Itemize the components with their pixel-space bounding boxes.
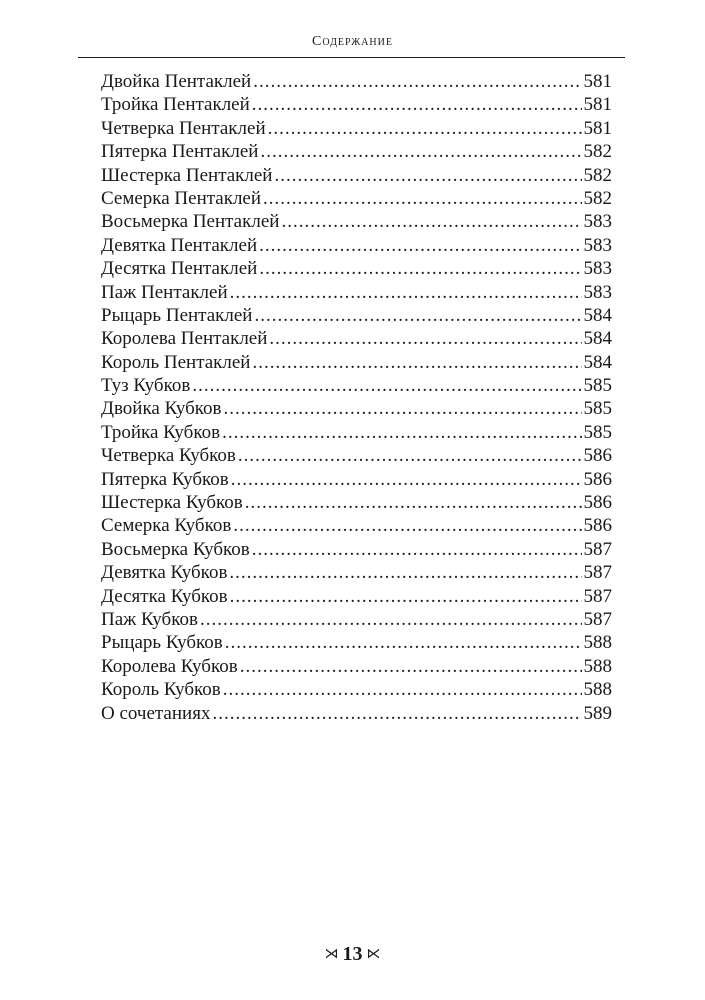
toc-entry-title: Девятка Пентаклей [101,234,258,256]
toc-dot-leader [225,631,582,654]
toc-entry-page: 586 [583,445,612,467]
toc-dot-leader [259,234,581,257]
toc-dot-leader [212,702,581,725]
toc-entry[interactable] [101,140,612,163]
toc-entry[interactable] [101,421,612,444]
toc-dot-leader [252,351,581,374]
toc-entry-page: 588 [583,632,612,654]
toc-entry-page: 583 [583,258,612,280]
page-number-footer [0,943,705,966]
toc-entry-page: 587 [583,538,612,560]
toc-entry-title: Тройка Пентаклей [101,94,250,116]
toc-entry-page: 586 [583,468,612,490]
toc-entry-title: Двойка Кубков [101,398,222,420]
toc-entry-page: 584 [583,328,612,350]
toc-dot-leader [252,538,582,561]
toc-entry[interactable] [101,608,612,631]
toc-entry[interactable] [101,164,612,187]
header-rule [78,57,625,58]
toc-entry-title: О сочетаниях [101,702,211,724]
toc-entry[interactable] [101,444,612,467]
toc-entry-page: 582 [583,141,612,163]
toc-entry[interactable] [101,257,612,280]
toc-entry[interactable] [101,491,612,514]
toc-dot-leader [233,514,581,537]
toc-entry-title: Король Кубков [101,679,221,701]
toc-entry-title: Семерка Кубков [101,515,232,537]
toc-dot-leader [223,678,582,701]
toc-entry-page: 585 [583,421,612,443]
toc-dot-leader [281,210,581,233]
toc-entry[interactable] [101,561,612,584]
toc-entry-title: Девятка Кубков [101,562,228,584]
toc-entry-title: Королева Кубков [101,655,238,677]
ornament-right-icon: ⋉ [366,947,381,962]
toc-entry-title: Двойка Пентаклей [101,71,252,92]
toc-entry[interactable] [101,655,612,678]
toc-entry-title: Паж Пентаклей [101,281,228,303]
toc-entry-page: 587 [583,585,612,607]
toc-entry-title: Десятка Кубков [101,585,228,607]
toc-entry[interactable] [101,93,612,116]
toc-dot-leader [238,444,582,467]
toc-entry-page: 585 [583,375,612,397]
toc-entry-title: Шестерка Пентаклей [101,164,273,186]
toc-entry-page: 588 [583,655,612,677]
toc-entry-page: 583 [583,211,612,233]
toc-entry[interactable] [101,585,612,608]
toc-entry-page: 583 [583,281,612,303]
toc-entry-title: Король Пентаклей [101,351,251,373]
running-head: Содержание [312,34,393,49]
toc-entry-page: 583 [583,234,612,256]
toc-dot-leader [222,421,581,444]
toc-entry[interactable] [101,304,612,327]
toc-entry-title: Десятка Пентаклей [101,258,258,280]
toc-entry-page: 582 [583,164,612,186]
toc-entry[interactable] [101,281,612,304]
toc-dot-leader [274,164,581,187]
toc-entry[interactable] [101,187,612,210]
toc-dot-leader [230,585,582,608]
toc-dot-leader [230,281,582,304]
toc-dot-leader [252,93,582,116]
ornament-left-icon: ⋊ [324,947,339,962]
toc-dot-leader [240,655,582,678]
toc-entry-title: Восьмерка Кубков [101,538,250,560]
toc-dot-leader [269,327,581,350]
toc-dot-leader [268,117,582,140]
toc-entry[interactable] [101,678,612,701]
toc-dot-leader [224,397,582,420]
toc-dot-leader [254,304,581,327]
toc-entry-title: Пятерка Кубков [101,468,229,490]
toc-entry[interactable] [101,327,612,350]
toc-entry-page: 584 [583,304,612,326]
toc-entry-page: 587 [583,562,612,584]
toc-entry[interactable] [101,702,612,725]
toc-entry[interactable] [101,70,612,93]
toc-dot-leader [253,70,581,93]
toc-entry-title: Паж Кубков [101,608,198,630]
toc-entry-title: Тройка Кубков [101,421,221,443]
toc-list [101,70,612,725]
toc-entry-page: 582 [583,187,612,209]
toc-entry-title: Семерка Пентаклей [101,187,262,209]
toc-dot-leader [260,140,581,163]
toc-entry-page: 581 [583,117,612,139]
toc-entry-title: Шестерка Кубков [101,492,243,514]
toc-entry-page: 581 [583,71,612,92]
toc-entry-title: Пятерка Пентаклей [101,141,259,163]
toc-entry-page: 586 [583,515,612,537]
page-number: 13 [342,943,363,965]
toc-dot-leader [192,374,581,397]
toc-entry-page: 589 [583,702,612,724]
toc-entry-title: Рыцарь Пентаклей [101,304,253,326]
toc-dot-leader [231,468,582,491]
toc-entry[interactable] [101,210,612,233]
toc-entry-title: Рыцарь Кубков [101,632,223,654]
toc-entry-page: 585 [583,398,612,420]
toc-dot-leader [259,257,581,280]
toc-entry-title: Королева Пентаклей [101,328,268,350]
toc-entry-title: Четверка Пентаклей [101,117,266,139]
toc-dot-leader [229,561,581,584]
toc-entry-page: 587 [583,608,612,630]
toc-dot-leader [263,187,581,210]
toc-entry[interactable] [101,631,612,654]
toc-entry-page: 586 [583,492,612,514]
toc-entry-title: Туз Кубков [101,375,191,397]
toc-entry[interactable] [101,374,612,397]
toc-entry-title: Восьмерка Пентаклей [101,211,280,233]
toc-entry[interactable] [101,351,612,374]
toc-entry[interactable] [101,234,612,257]
toc-entry-title: Четверка Кубков [101,445,236,467]
toc-dot-leader [200,608,582,631]
toc-entry[interactable] [101,468,612,491]
toc-entry-page: 584 [583,351,612,373]
toc-entry[interactable] [101,117,612,140]
toc-entry[interactable] [101,397,612,420]
toc-entry[interactable] [101,538,612,561]
toc-entry-page: 588 [583,679,612,701]
toc-entry-page: 581 [583,94,612,116]
toc-entry[interactable] [101,514,612,537]
toc-dot-leader [245,491,582,514]
